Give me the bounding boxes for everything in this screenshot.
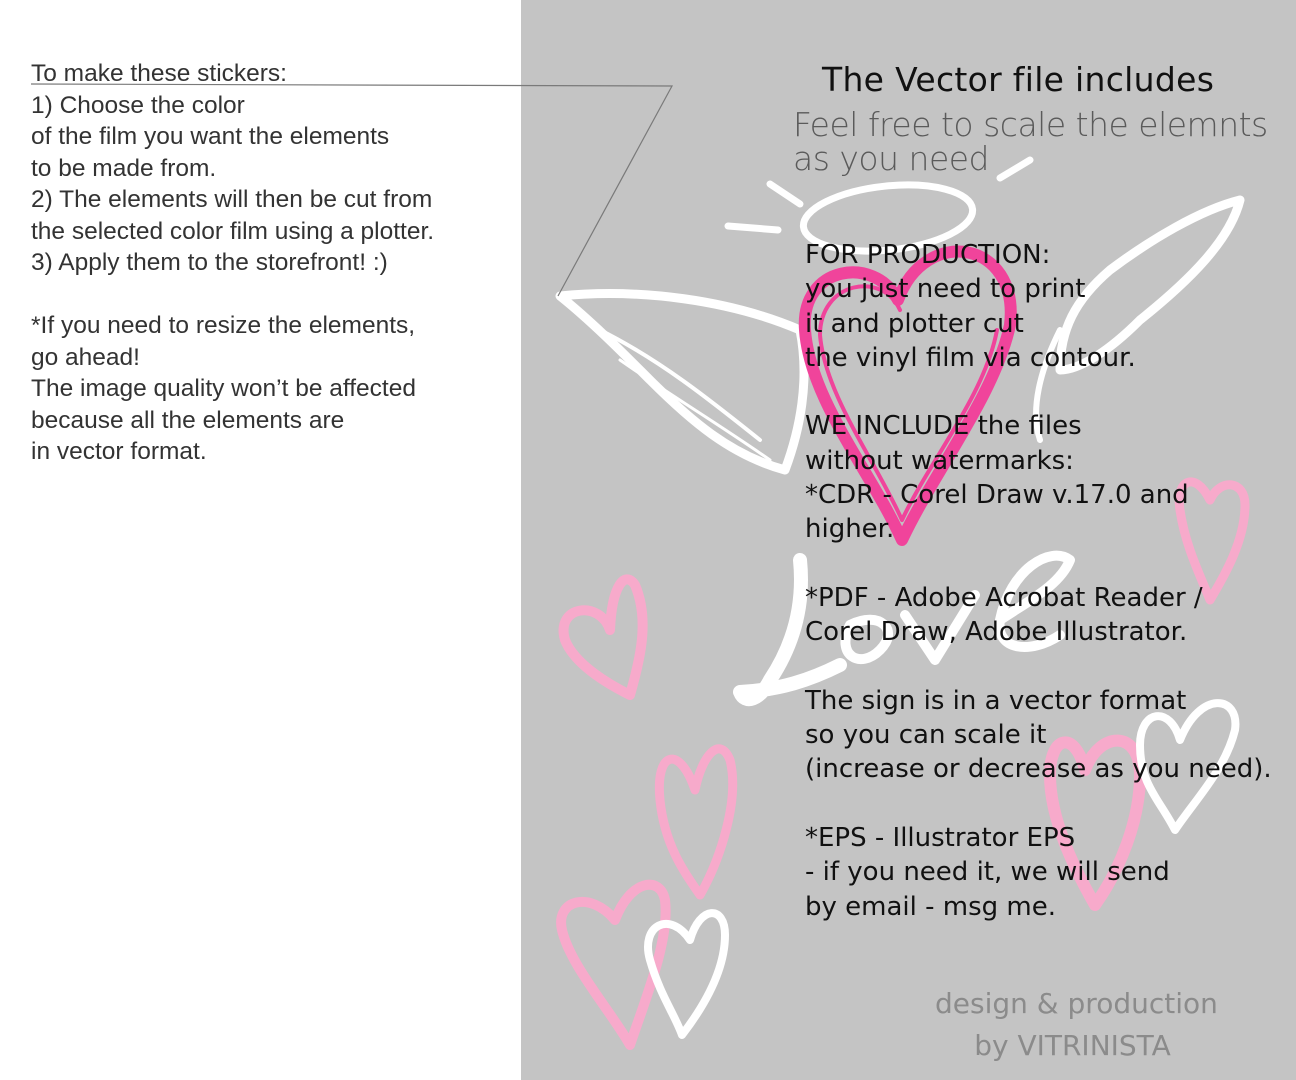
instruction-line: of the film you want the elements	[31, 123, 390, 150]
detail-line: - if you need it, we will send	[805, 857, 1170, 888]
instruction-line: the selected color film using a plotter.	[31, 217, 435, 245]
detail-line: by email - msg me.	[805, 891, 1056, 922]
credit-line: design & production	[935, 987, 1218, 1020]
detail-line: *CDR - Corel Draw v.17.0 and	[805, 480, 1189, 511]
scale-note-line: Feel free to scale the elemnts	[793, 105, 1268, 144]
instruction-line: *If you need to resize the elements,	[31, 312, 416, 339]
detail-line: so you can scale it	[805, 720, 1047, 751]
instruction-line: 1) Choose the color	[31, 91, 245, 119]
file-details	[805, 238, 1272, 924]
detail-spacer	[805, 787, 1272, 821]
instruction-line: to be made from.	[31, 154, 217, 182]
instruction-line: 2) The elements will then be cut from	[31, 186, 433, 213]
instruction-line: because all the elements are	[31, 406, 345, 434]
detail-line: The sign is in a vector format	[805, 685, 1187, 716]
instruction-line: 3) Apply them to the storefront! :)	[31, 249, 388, 276]
detail-spacer	[805, 375, 1272, 409]
credit-line: by VITRINISTA	[974, 1029, 1171, 1062]
detail-spacer	[805, 650, 1272, 684]
instruction-spacer	[31, 279, 511, 311]
detail-line: it and plotter cut	[805, 308, 1024, 339]
detail-line: Corel Draw, Adobe Illustrator.	[805, 617, 1188, 648]
production-heading: FOR PRODUCTION:	[805, 240, 1051, 270]
detail-line: (increase or decrease as you need).	[805, 754, 1272, 785]
instruction-line: The image quality won’t be affected	[31, 375, 416, 402]
instruction-line: go ahead!	[31, 343, 140, 371]
instructions-panel	[0, 0, 521, 1080]
detail-line: the vinyl film via contour.	[805, 342, 1136, 373]
detail-spacer	[805, 547, 1272, 581]
detail-line: *PDF - Adobe Acrobat Reader /	[805, 582, 1203, 613]
vector-file-title: The Vector file includes	[822, 60, 1215, 99]
sticker-instructions	[31, 58, 511, 468]
scale-note	[793, 105, 1268, 178]
detail-line: you just need to print	[805, 274, 1086, 305]
credit	[935, 983, 1218, 1067]
instruction-heading: To make these stickers:	[31, 60, 287, 87]
detail-line: *EPS - Illustrator EPS	[805, 823, 1076, 854]
instruction-line: in vector format.	[31, 438, 207, 465]
detail-line: higher.	[805, 514, 895, 545]
detail-line: WE INCLUDE the files	[805, 411, 1082, 442]
detail-line: without watermarks:	[805, 445, 1074, 476]
scale-note-line: as you need	[793, 139, 989, 178]
